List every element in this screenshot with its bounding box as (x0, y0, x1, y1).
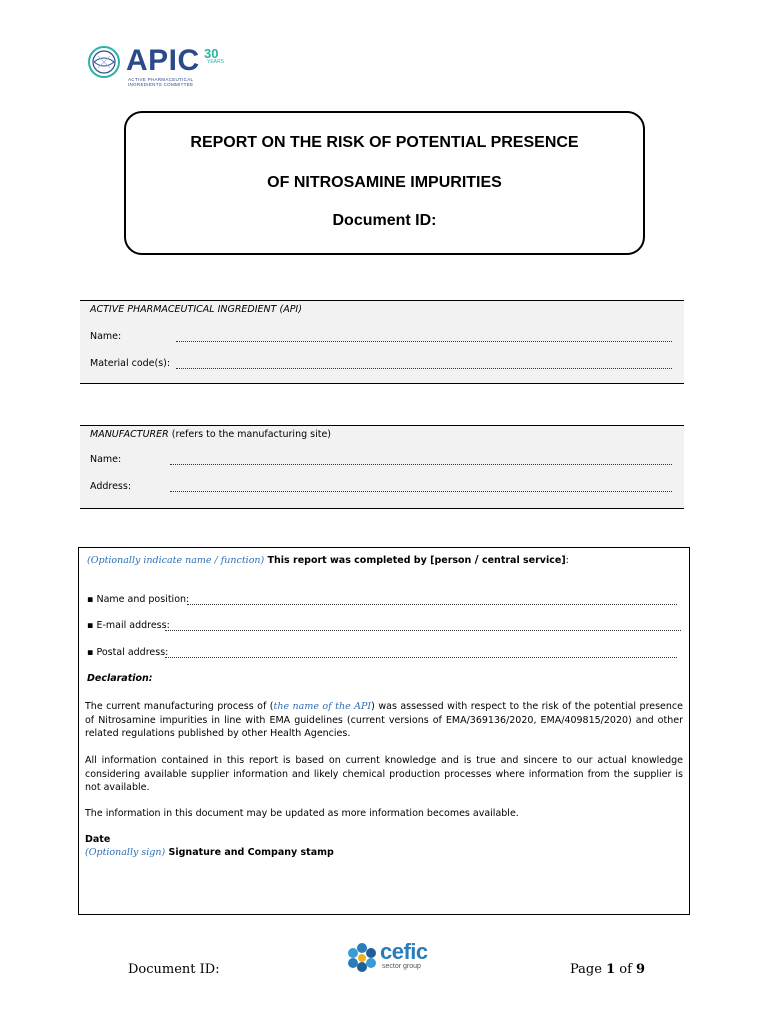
manufacturer-section (80, 425, 684, 509)
apic-brand: APIC (126, 44, 200, 77)
postal-label: ▪ Postal address: (87, 647, 169, 658)
declaration-paragraph-1 (85, 700, 683, 741)
completed-by-line (87, 553, 569, 566)
completed-by-slash: / (474, 553, 479, 566)
signature-line (85, 847, 334, 858)
title-line-2: OF NITROSAMINE IMPURITIES (267, 174, 502, 191)
page-of: of (615, 962, 637, 977)
completed-by-colon: : (565, 555, 569, 566)
signature-label: Signature and Company stamp (165, 847, 334, 858)
title-line-1: REPORT ON THE RISK OF POTENTIAL PRESENCE (190, 134, 579, 151)
api-section-heading: ACTIVE PHARMACEUTICAL INGREDIENT (API) (90, 304, 302, 315)
manufacturer-name-field[interactable] (170, 464, 672, 465)
optional-sign-hint: (Optionally sign) (85, 847, 166, 858)
apic-logo (86, 44, 236, 88)
manufacturer-address-field[interactable] (170, 491, 672, 492)
completed-by-text-2: central service] (478, 555, 566, 566)
apic-years: YEARS (207, 59, 224, 65)
date-label: Date (85, 834, 111, 845)
email-field[interactable] (165, 630, 681, 631)
declaration-label: Declaration: (87, 673, 153, 684)
apic-subtitle-1: ACTIVE PHARMACEUTICAL (128, 77, 194, 82)
page-word: Page (570, 962, 607, 977)
optional-name-hint: (Optionally indicate name / function) (87, 555, 265, 566)
manufacturer-address-label: Address: (90, 481, 132, 492)
manufacturer-section-heading (90, 429, 331, 440)
report-box (78, 547, 690, 915)
api-name-field[interactable] (176, 341, 672, 342)
globe-icon (86, 44, 122, 80)
title-box (124, 111, 645, 255)
api-material-field[interactable] (176, 368, 672, 369)
declaration-paragraph-3: The information in this document may be updated as more information becomes available. (85, 808, 519, 819)
page-current: 1 (606, 962, 616, 977)
api-material-label: Material code(s): (90, 358, 171, 369)
footer-document-id: Document ID: (128, 962, 220, 977)
declaration-paragraph-2: All information contained in this report is based on current knowledge and is true and sincere to our actual knowledge considering available supplier information and likely chemical production processes where information from the supplier is not available. (85, 755, 683, 793)
page-total: 9 (636, 962, 646, 977)
para1-start: The current manufacturing process of ( (85, 701, 274, 712)
postal-field[interactable] (165, 657, 677, 658)
name-position-label: ▪ Name and position: (87, 594, 190, 605)
completed-by-text-1: This report was completed by [person (264, 555, 475, 566)
manufacturer-name-label: Name: (90, 454, 122, 465)
manufacturer-heading-note: (refers to the manufacturing site) (168, 429, 331, 440)
para1-end: ) was assessed with respect to the risk of the potential presence of Nitrosamine impurities in line with EMA guidelines (current versions of EMA/369136/2020, EMA/409815/2020) and other related regulations published by other Health Agencies. (85, 701, 683, 739)
name-position-field[interactable] (187, 604, 677, 605)
cefic-logo (345, 939, 445, 972)
email-label: ▪ E-mail address: (87, 620, 170, 631)
api-name-hint: the name of the API (273, 701, 372, 712)
apic-subtitle-2: INGREDIENTS COMMITTEE (128, 82, 194, 87)
apic-anniversary: 30 (204, 46, 219, 61)
footer-page-number (570, 962, 645, 977)
manufacturer-heading-title: MANUFACTURER (90, 429, 169, 440)
api-name-label: Name: (90, 331, 122, 342)
document-id-heading: Document ID: (332, 212, 437, 229)
api-section (80, 300, 684, 384)
cefic-flower-icon (345, 942, 379, 972)
cefic-brand: cefic (380, 939, 428, 964)
cefic-sector-group: sector group (382, 963, 421, 970)
